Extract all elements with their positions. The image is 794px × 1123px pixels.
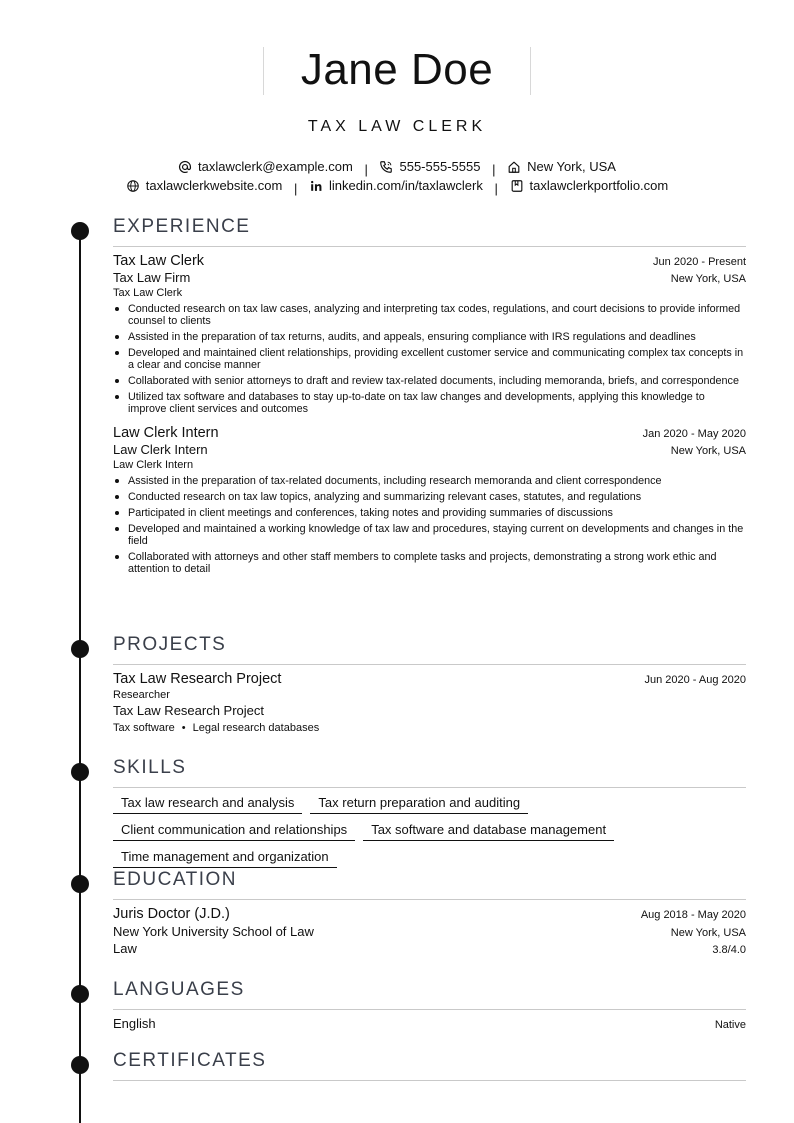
list-item: Collaborated with senior attorneys to draft and review tax-related documents, including memoranda, briefs, and correspondence [113, 375, 746, 387]
linkedin-link[interactable]: linkedin.com/in/taxlawclerk [328, 178, 483, 193]
skill-tag: Tax law research and analysis [113, 795, 302, 814]
entry-organization: Tax Law Firm [113, 270, 191, 285]
contact-row-1 [0, 159, 794, 177]
project-description: Tax Law Research Project [113, 703, 265, 718]
entry-subtitle: Tax Law Clerk [113, 287, 183, 299]
contact-portfolio[interactable] [510, 178, 669, 193]
list-item: Assisted in the preparation of tax returns, audits, and appeals, ensuring compliance with IRS regulations and deadlines [113, 331, 746, 343]
section-divider [113, 1080, 746, 1081]
education-date: Aug 2018 - May 2020 [640, 909, 746, 921]
globe-icon [126, 179, 140, 193]
list-item: Developed and maintained client relationships, providing excellent customer service and communicating complex tax concepts in a clear and concise manner [113, 347, 746, 371]
project-role: Researcher [113, 689, 170, 701]
tech-item: Legal research databases [192, 722, 320, 734]
education-section [113, 867, 746, 956]
candidate-name: Jane Doe [300, 45, 494, 94]
timeline-dot-experience [71, 222, 89, 240]
school-name: New York University School of Law [113, 924, 314, 939]
contact-phone[interactable] [379, 159, 480, 174]
language-name: English [113, 1016, 156, 1031]
list-item: Participated in client meetings and conferences, taking notes and providing summaries of discussions [113, 507, 746, 519]
section-title: PROJECTS [113, 634, 227, 655]
section-title: EXPERIENCE [113, 216, 251, 237]
projects-section [113, 632, 746, 734]
entry-date: Jun 2020 - Present [653, 256, 746, 268]
contact-email[interactable] [178, 159, 353, 174]
location-text: New York, USA [527, 159, 616, 174]
timeline-dot-education [71, 875, 89, 893]
section-divider [113, 246, 746, 247]
entry-location: New York, USA [670, 445, 746, 457]
timeline-dot-skills [71, 763, 89, 781]
contact-row-2 [0, 178, 794, 196]
degree: Juris Doctor (J.D.) [113, 906, 230, 922]
skill-tag: Tax return preparation and auditing [310, 795, 528, 814]
job-title: TAX LAW CLERK [307, 118, 487, 135]
contact-location [507, 159, 616, 174]
timeline-dot-certificates [71, 1056, 89, 1074]
section-title: LANGUAGES [113, 979, 245, 1000]
timeline-dot-languages [71, 985, 89, 1003]
skills-list [113, 795, 746, 868]
project-entry [113, 671, 746, 734]
phone-text: 555-555-5555 [399, 159, 481, 174]
list-item: Utilized tax software and databases to stay up-to-date on tax law changes and developments, applying this knowledge to improve client services and outcomes [113, 391, 746, 415]
language-level: Native [714, 1019, 746, 1031]
experience-entry [113, 425, 746, 575]
section-divider [113, 899, 746, 900]
tech-item: Tax software [113, 722, 175, 734]
entry-role: Law Clerk Intern [113, 425, 219, 441]
bullet-list [113, 475, 746, 575]
languages-section [113, 977, 746, 1031]
section-title: SKILLS [113, 757, 187, 778]
skill-tag: Client communication and relationships [113, 822, 355, 841]
contact-linkedin[interactable] [309, 178, 483, 193]
entry-date: Jan 2020 - May 2020 [642, 428, 746, 440]
portfolio-icon [510, 179, 524, 193]
section-divider [113, 664, 746, 665]
certificates-section [113, 1048, 746, 1081]
list-item: Collaborated with attorneys and other staff members to complete tasks and projects, demonstrating a strong work ethic and attention to detail [113, 551, 746, 575]
project-date: Jun 2020 - Aug 2020 [644, 674, 746, 686]
portfolio-link[interactable]: taxlawclerkportfolio.com [529, 178, 669, 193]
list-item: Developed and maintained a working knowledge of tax law and procedures, staying current on developments and changes in the field [113, 523, 746, 547]
bullet-list [113, 303, 746, 415]
section-divider [113, 1009, 746, 1010]
separator: | [494, 180, 498, 196]
gpa: 3.8/4.0 [712, 944, 746, 956]
school-location: New York, USA [670, 927, 746, 939]
list-item: Conducted research on tax law topics, analyzing and summarizing relevant cases, statutes, and regulations [113, 491, 746, 503]
field-of-study: Law [113, 941, 137, 956]
section-title: CERTIFICATES [113, 1050, 267, 1071]
entry-role: Tax Law Clerk [113, 253, 205, 269]
skill-tag: Time management and organization [113, 849, 337, 868]
home-icon [507, 160, 521, 174]
list-item: Conducted research on tax law cases, analyzing and interpreting tax codes, regulations, and court decisions to provide informed counsel to clients [113, 303, 746, 327]
language-row [113, 1016, 746, 1031]
tech-separator: • [181, 722, 186, 734]
website-link[interactable]: taxlawclerkwebsite.com [145, 178, 283, 193]
project-name: Tax Law Research Project [113, 671, 282, 687]
name-block [263, 47, 531, 95]
entry-subtitle: Law Clerk Intern [113, 459, 194, 471]
timeline-dot-projects [71, 640, 89, 658]
phone-icon [379, 160, 393, 174]
experience-entry [113, 253, 746, 415]
at-icon [178, 160, 192, 174]
linkedin-icon [309, 179, 323, 193]
separator: | [293, 180, 298, 196]
project-tech-list [113, 722, 746, 734]
section-divider [113, 787, 746, 788]
skill-tag: Tax software and database management [363, 822, 614, 841]
section-title: EDUCATION [113, 869, 237, 890]
skills-section [113, 755, 746, 868]
entry-location: New York, USA [670, 273, 746, 285]
experience-section [113, 214, 746, 579]
email-text: taxlawclerk@example.com [198, 159, 353, 174]
entry-organization: Law Clerk Intern [113, 442, 208, 457]
separator: | [364, 161, 368, 177]
education-entry [113, 906, 746, 956]
list-item: Assisted in the preparation of tax-related documents, including research memoranda and client correspondence [113, 475, 746, 487]
separator: | [492, 161, 496, 177]
contact-website[interactable] [126, 178, 283, 193]
